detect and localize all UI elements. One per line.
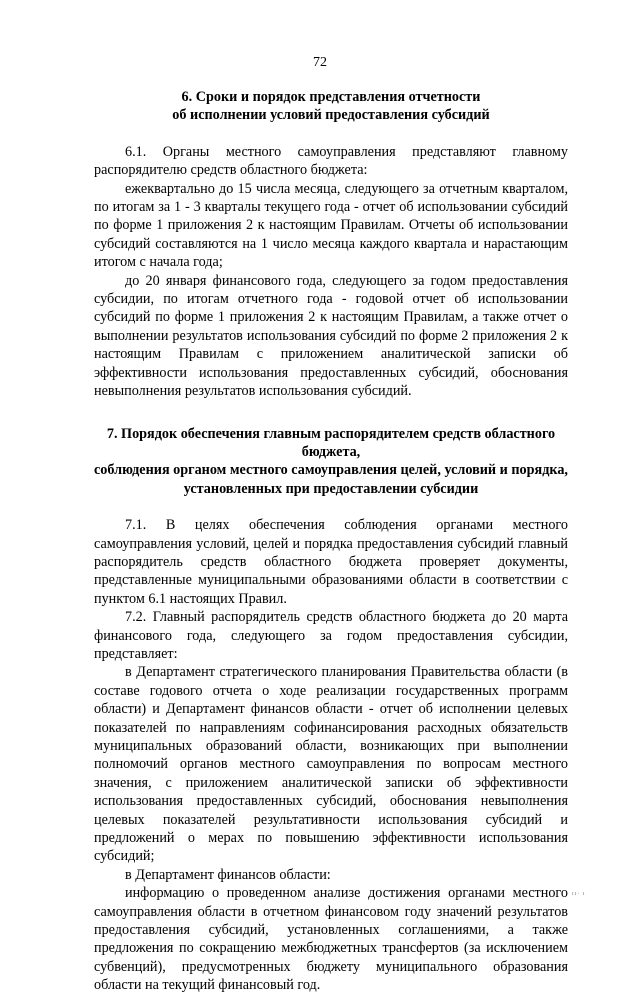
section-7-title-line-3: установленных при предоставлении субсидии xyxy=(183,480,479,497)
section-7-title xyxy=(94,425,568,499)
paragraph-7-2: 7.2. Главный распорядитель средств областного бюджета до 20 марта финансового года, следующего за годом предоставления субсидии, представляет: xyxy=(94,609,568,662)
section-6-title-line-2: об исполнении условий предоставления субсидий xyxy=(172,107,490,124)
paragraph-annual: до 20 января финансового года, следующего за годом предоставления субсидии, по итогам отчетного года - годовой отчет об использовании субсидий по форме 1 приложения 2 к настоящим Правилам, а также отчет о выполнении результатов использования субсидий по форме 2 приложения 2 к настоящим Правилам с приложением аналитической записки об эффективности использования предоставленных субсидий, обоснования невыполнения результатов использования субсидий. xyxy=(94,272,568,400)
paragraph-quarterly: ежеквартально до 15 числа месяца, следующего за отчетным кварталом, по итогам за 1 - 3 кварталы текущего года - отчет об использовании субсидий по форме 1 приложения 2 к настоящим Правилам. Отчеты об использовании субсидий составляются на 1 число месяца каждого квартала и нарастающим итогом с начала года; xyxy=(94,180,568,271)
section-7-title-line-2: соблюдения органом местного самоуправления целей, условий и порядка, xyxy=(94,462,568,479)
paragraph-analysis-information: информацию о проведенном анализе достижения органами местного самоуправления области в отчетном финансовом году значений результатов предоставления субсидий, установленных соглашениями, а также предложения по сокращению межбюджетных трансфертов (за исключением субвенций), предусмотренных бюджету муниципального образования области на текущий финансовый год. xyxy=(94,885,568,994)
section-6-title-line-1: 6. Сроки и порядок представления отчетности xyxy=(181,89,481,105)
section-6-title xyxy=(94,88,568,125)
section-7-title-line-1: 7. Порядок обеспечения главным распорядителем средств областного бюджета, xyxy=(106,425,556,460)
footer-mark: ıı· ı xyxy=(572,891,586,897)
paragraph-finance-department: в Департамент финансов области: xyxy=(125,866,331,883)
paragraph-7-1: 7.1. В целях обеспечения соблюдения органами местного самоуправления условий, целей и порядка предоставления субсидий главный распорядитель средств областного бюджета проверяет документы, представленные муниципальными образованиями области в соответствии с пунктом 6.1 настоящих Правил. xyxy=(94,517,568,607)
paragraph-6-1: 6.1. Органы местного самоуправления представляют главному распорядителю средств областного бюджета: xyxy=(94,143,568,179)
page-content xyxy=(94,88,568,995)
page-number: 72 xyxy=(313,55,327,70)
paragraph-strategic-department: в Департамент стратегического планирования Правительства области (в составе годового отчета о ходе реализации государственных программ области) и Департамент финансов области - отчет об исполнении целевых показателей по направлениям софинансирования расходных обязательств муниципальных образований области, возникающих при выполнении полномочий органов местного самоуправления по вопросам местного значения, с приложением аналитической записки об эффективности использования предоставленных субсидий, обоснования невыполнения целевых показателей результативности использования субсидий и предложений о мерах по повышению эффективности использования субсидий; xyxy=(94,664,568,865)
